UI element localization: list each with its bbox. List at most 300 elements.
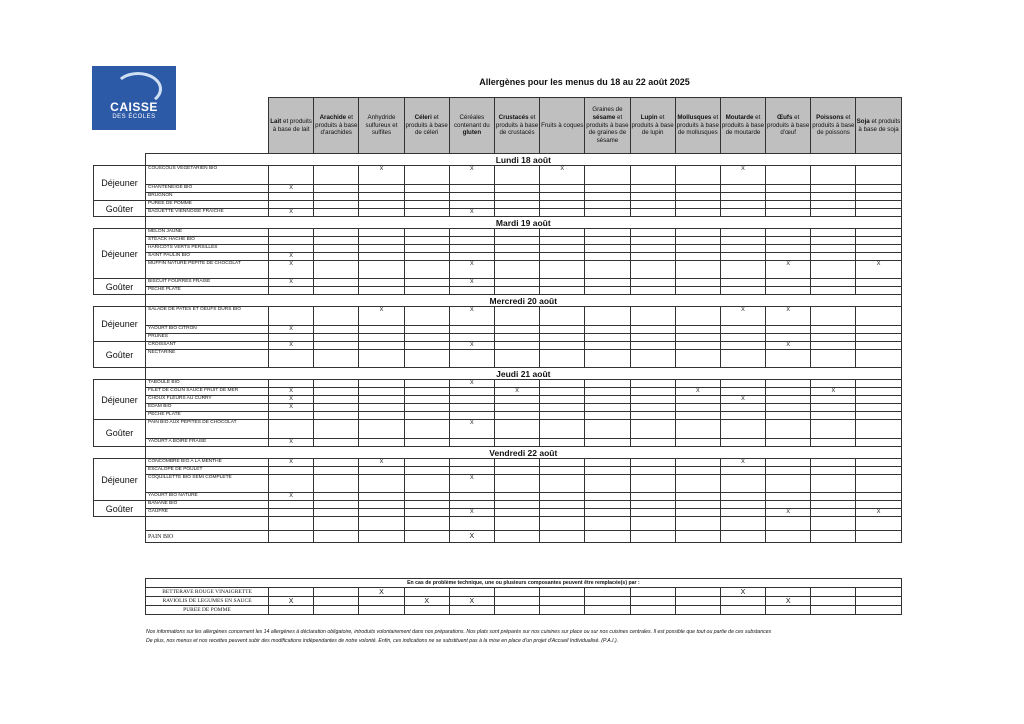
- allergen-cell: [269, 517, 314, 531]
- allergen-cell: [720, 475, 765, 493]
- allergen-cell: [585, 467, 630, 475]
- allergen-cell: [720, 412, 765, 420]
- allergen-cell: [404, 253, 449, 261]
- allergen-cell: X: [449, 307, 494, 326]
- allergen-cell: [811, 588, 856, 597]
- allergen-cell: [675, 420, 720, 439]
- allergen-cell: [856, 412, 901, 420]
- allergen-cell: [494, 237, 539, 245]
- allergen-cell: [856, 350, 901, 368]
- allergen-cell: [540, 193, 585, 201]
- allergen-cell: [811, 493, 856, 501]
- allergen-header-text: Mollusques: [677, 113, 712, 121]
- allergen-cell: [766, 279, 811, 287]
- allergen-cell: [720, 509, 765, 517]
- allergen-cell: [766, 412, 811, 420]
- allergen-cell: X: [269, 185, 314, 193]
- allergen-cell: [449, 459, 494, 467]
- dish-name: GAUFRE: [146, 509, 269, 517]
- allergen-cell: [766, 350, 811, 368]
- allergen-cell: [811, 229, 856, 237]
- replacement-title-row: [146, 579, 902, 588]
- replacement-row: [146, 597, 902, 606]
- allergen-cell: [856, 606, 901, 615]
- allergen-cell: [766, 388, 811, 396]
- allergen-cell: [314, 237, 359, 245]
- allergen-cell: [856, 201, 901, 209]
- dish-name: YAOURT A BOIRE FRAISE: [146, 439, 269, 447]
- dish-row: [94, 467, 902, 475]
- allergen-cell: [720, 597, 765, 606]
- allergen-cell: [766, 201, 811, 209]
- allergen-cell: [856, 193, 901, 201]
- allergen-cell: [359, 185, 404, 193]
- allergen-cell: [404, 334, 449, 342]
- replacement-dish: RAVIOLIS DE LEGUMES EN SAUCE: [146, 597, 269, 606]
- allergen-cell: [269, 245, 314, 253]
- allergen-cell: [494, 531, 539, 543]
- allergen-cell: [630, 396, 675, 404]
- allergen-cell: [675, 501, 720, 509]
- allergen-header-text: sésame: [592, 113, 616, 121]
- allergen-cell: X: [269, 439, 314, 447]
- dish-name: EDAM BIO: [146, 404, 269, 412]
- allergen-cell: X: [359, 459, 404, 467]
- allergen-cell: [766, 253, 811, 261]
- allergen-cell: [720, 229, 765, 237]
- allergen-cell: X: [720, 396, 765, 404]
- allergen-cell: [675, 237, 720, 245]
- allergen-header-text: et produits à base de lupin: [631, 113, 674, 137]
- allergen-cell: [540, 597, 585, 606]
- allergen-cell: [540, 459, 585, 467]
- allergen-cell: [449, 388, 494, 396]
- allergen-cell: X: [766, 261, 811, 279]
- allergen-cell: [585, 396, 630, 404]
- allergen-cell: [269, 412, 314, 420]
- allergen-cell: X: [269, 261, 314, 279]
- allergen-cell: [540, 380, 585, 388]
- dish-name: MUFFIN NATURE PEPITE DE CHOCOLAT: [146, 261, 269, 279]
- allergen-cell: [359, 412, 404, 420]
- allergen-cell: [811, 193, 856, 201]
- allergen-cell: [449, 229, 494, 237]
- dish-row: [94, 201, 902, 209]
- allergen-cell: [585, 342, 630, 350]
- allergen-cell: [856, 342, 901, 350]
- day-heading: Vendredi 22 août: [146, 447, 902, 459]
- allergen-cell: [314, 166, 359, 185]
- day-row: [94, 295, 902, 307]
- allergen-cell: [269, 420, 314, 439]
- allergen-cell: [720, 253, 765, 261]
- dish-name: COQUILLETTE BIO SEMI COMPLETE: [146, 475, 269, 493]
- allergen-header-text: Moutarde: [725, 113, 754, 121]
- replacement-dish: BETTERAVE ROUGE VINAIGRETTE: [146, 588, 269, 597]
- allergen-cell: X: [811, 388, 856, 396]
- allergen-cell: [811, 350, 856, 368]
- allergen-cell: X: [720, 166, 765, 185]
- allergen-cell: X: [766, 597, 811, 606]
- allergen-cell: [675, 404, 720, 412]
- allergen-cell: [404, 193, 449, 201]
- allergen-cell: [269, 501, 314, 509]
- allergen-cell: [585, 166, 630, 185]
- allergen-cell: [269, 334, 314, 342]
- allergen-cell: [811, 396, 856, 404]
- dish-name: MELON JAUNE: [146, 229, 269, 237]
- dish-name: FILET DE COLIN SAUCE FRUIT DE MER: [146, 388, 269, 396]
- allergen-cell: [359, 420, 404, 439]
- allergen-cell: [856, 517, 901, 531]
- allergen-cell: [494, 396, 539, 404]
- allergen-cell: [404, 245, 449, 253]
- allergen-cell: [585, 261, 630, 279]
- allergen-header-text: et produits à base de mollusques: [676, 113, 719, 137]
- allergen-cell: [359, 342, 404, 350]
- dish-row: [94, 237, 902, 245]
- allergen-cell: [630, 166, 675, 185]
- allergen-cell: [404, 185, 449, 193]
- allergen-cell: [675, 334, 720, 342]
- allergen-cell: [269, 287, 314, 295]
- dish-row: [94, 185, 902, 193]
- allergen-cell: [585, 229, 630, 237]
- allergen-cell: [856, 420, 901, 439]
- dish-name: BISCUIT FOURRES FRAISE: [146, 279, 269, 287]
- allergen-cell: [856, 326, 901, 334]
- allergen-cell: [675, 597, 720, 606]
- allergen-cell: [585, 475, 630, 493]
- allergen-cell: [314, 326, 359, 334]
- dish-name: PAIN BIO AUX PEPITES DE CHOCOLAT: [146, 420, 269, 439]
- allergen-cell: [540, 493, 585, 501]
- allergen-cell: [404, 342, 449, 350]
- allergen-cell: [540, 388, 585, 396]
- allergen-cell: [766, 501, 811, 509]
- dish-name: PUREE DE POMME: [146, 201, 269, 209]
- logo-line-1: CAISSE: [110, 100, 158, 114]
- allergen-cell: [494, 342, 539, 350]
- allergen-cell: [585, 279, 630, 287]
- dish-row: [94, 342, 902, 350]
- allergen-cell: [675, 606, 720, 615]
- allergen-cell: [540, 412, 585, 420]
- dish-row: [94, 287, 902, 295]
- allergen-cell: [766, 229, 811, 237]
- meal-label: Goûter: [94, 279, 146, 295]
- allergen-cell: X: [540, 166, 585, 185]
- allergen-cell: [404, 606, 449, 615]
- allergen-cell: [449, 193, 494, 201]
- allergen-cell: [494, 420, 539, 439]
- allergen-cell: [675, 588, 720, 597]
- allergen-cell: [720, 245, 765, 253]
- allergen-cell: [630, 501, 675, 509]
- allergen-cell: [630, 475, 675, 493]
- document-title: Allergènes pour les menus du 18 au 22 août 2025: [479, 77, 690, 87]
- allergen-cell: [720, 501, 765, 509]
- allergen-cell: [675, 439, 720, 447]
- allergen-cell: [540, 307, 585, 326]
- allergen-cell: X: [449, 342, 494, 350]
- allergen-cell: X: [269, 404, 314, 412]
- allergen-cell: [630, 517, 675, 531]
- meal-label: Goûter: [94, 420, 146, 447]
- allergen-cell: [540, 501, 585, 509]
- allergen-cell: [675, 229, 720, 237]
- allergen-header: [630, 98, 675, 154]
- allergen-cell: [314, 501, 359, 509]
- meal-label: Déjeuner: [94, 459, 146, 501]
- allergen-cell: [314, 420, 359, 439]
- allergen-cell: X: [856, 261, 901, 279]
- dish-row: [94, 334, 902, 342]
- allergen-cell: [314, 531, 359, 543]
- allergen-header: [766, 98, 811, 154]
- allergen-cell: [811, 326, 856, 334]
- allergen-cell: [449, 253, 494, 261]
- dish-row: [94, 261, 902, 279]
- allergen-cell: X: [449, 509, 494, 517]
- allergen-cell: [314, 253, 359, 261]
- allergen-cell: [404, 412, 449, 420]
- allergen-cell: [540, 342, 585, 350]
- allergen-cell: [314, 467, 359, 475]
- allergen-cell: [856, 493, 901, 501]
- allergen-cell: [766, 439, 811, 447]
- allergen-cell: [720, 326, 765, 334]
- allergen-cell: [585, 388, 630, 396]
- allergen-cell: [449, 493, 494, 501]
- allergen-cell: [766, 326, 811, 334]
- allergen-cell: X: [404, 597, 449, 606]
- allergen-cell: X: [449, 475, 494, 493]
- dish-name: CONCOMBRE BIO A LA MENTHE: [146, 459, 269, 467]
- spacer-cell: [94, 531, 146, 543]
- allergen-cell: [540, 209, 585, 217]
- allergen-cell: [540, 606, 585, 615]
- allergen-cell: [404, 588, 449, 597]
- allergen-cell: [494, 193, 539, 201]
- allergen-cell: X: [359, 588, 404, 597]
- day-heading: Mercredi 20 août: [146, 295, 902, 307]
- allergen-cell: [540, 201, 585, 209]
- allergen-header-text: Fruits à coques: [541, 121, 584, 129]
- allergen-cell: [359, 237, 404, 245]
- allergen-cell: [585, 412, 630, 420]
- allergen-cell: X: [720, 307, 765, 326]
- allergen-cell: [314, 459, 359, 467]
- allergen-cell: [404, 509, 449, 517]
- dish-row: [94, 166, 902, 185]
- allergen-cell: [766, 475, 811, 493]
- allergen-cell: X: [766, 307, 811, 326]
- allergen-cell: [359, 501, 404, 509]
- allergen-cell: [314, 229, 359, 237]
- allergen-cell: [630, 404, 675, 412]
- allergen-cell: [811, 509, 856, 517]
- allergen-cell: [540, 420, 585, 439]
- allergen-cell: [269, 201, 314, 209]
- allergen-cell: X: [269, 459, 314, 467]
- allergen-cell: [811, 517, 856, 531]
- dish-name: TABOULE BIO: [146, 380, 269, 388]
- allergen-cell: [585, 420, 630, 439]
- allergen-header-text: Graines de: [592, 106, 623, 113]
- allergen-cell: [675, 326, 720, 334]
- replacement-title: En cas de problème technique, une ou plusieurs composantes peuvent être remplacée(s) par :: [146, 579, 902, 588]
- meal-label: Déjeuner: [94, 380, 146, 420]
- allergen-cell: [766, 531, 811, 543]
- allergen-cell: [540, 350, 585, 368]
- allergen-cell: [720, 201, 765, 209]
- allergen-cell: [494, 475, 539, 493]
- allergen-cell: [720, 380, 765, 388]
- allergen-cell: [540, 467, 585, 475]
- footnote-1: Nos informations sur les allergènes concernent les 14 allergènes à déclaration obligatoire, introduits volontairement dans nos préparations. Nos plats sont préparés sur nos cuisines sur place ou sur nos cuisines centrales. Il est possible que tout ou partie de ces substances: [146, 629, 772, 635]
- allergen-cell: [630, 326, 675, 334]
- allergen-cell: [314, 185, 359, 193]
- allergen-cell: [314, 396, 359, 404]
- allergen-cell: X: [449, 420, 494, 439]
- allergen-cell: [449, 287, 494, 295]
- allergen-cell: [675, 350, 720, 368]
- dish-name: CROISSANT: [146, 342, 269, 350]
- meal-label: Goûter: [94, 501, 146, 517]
- allergen-cell: [630, 185, 675, 193]
- allergen-cell: [269, 475, 314, 493]
- allergen-cell: [630, 350, 675, 368]
- allergen-cell: [630, 531, 675, 543]
- allergen-header-text: et produits à base d'arachides: [315, 113, 358, 137]
- allergen-cell: [720, 279, 765, 287]
- allergen-cell: [766, 237, 811, 245]
- allergen-cell: [359, 334, 404, 342]
- allergen-cell: [856, 209, 901, 217]
- allergen-cell: [585, 597, 630, 606]
- allergen-cell: [494, 287, 539, 295]
- allergen-cell: [856, 279, 901, 287]
- allergen-cell: [494, 209, 539, 217]
- allergen-cell: [811, 467, 856, 475]
- day-spacer: [94, 368, 146, 380]
- pain-row: [94, 531, 902, 543]
- allergen-cell: [856, 404, 901, 412]
- dish-name: PECHE PLATE: [146, 412, 269, 420]
- allergen-cell: [269, 166, 314, 185]
- allergen-cell: [404, 209, 449, 217]
- allergen-cell: [720, 261, 765, 279]
- allergen-cell: [585, 193, 630, 201]
- allergen-cell: [720, 531, 765, 543]
- allergen-header-text: Lupin: [640, 113, 658, 121]
- allergen-cell: [856, 229, 901, 237]
- allergen-cell: [675, 185, 720, 193]
- allergen-cell: [494, 229, 539, 237]
- allergen-header-text: et produits à base de soja: [858, 117, 901, 133]
- allergen-cell: [585, 201, 630, 209]
- allergen-cell: [675, 166, 720, 185]
- dish-row: [94, 459, 902, 467]
- allergen-cell: [314, 380, 359, 388]
- allergen-header: [449, 98, 494, 154]
- allergen-cell: X: [675, 388, 720, 396]
- allergen-cell: [494, 279, 539, 287]
- allergen-cell: [449, 334, 494, 342]
- allergen-cell: [449, 185, 494, 193]
- allergen-cell: [630, 334, 675, 342]
- allergen-cell: [269, 380, 314, 388]
- allergen-cell: [585, 326, 630, 334]
- allergen-cell: [494, 597, 539, 606]
- allergen-cell: [540, 253, 585, 261]
- allergen-cell: X: [766, 342, 811, 350]
- dish-name: NECTARINE: [146, 350, 269, 368]
- allergen-cell: [585, 350, 630, 368]
- allergen-cell: [766, 209, 811, 217]
- allergen-cell: [675, 193, 720, 201]
- allergen-cell: [675, 396, 720, 404]
- allergen-cell: [314, 493, 359, 501]
- allergen-cell: [856, 380, 901, 388]
- allergen-cell: [675, 412, 720, 420]
- allergen-cell: [404, 420, 449, 439]
- dish-row: [94, 279, 902, 287]
- allergen-cell: [585, 209, 630, 217]
- allergen-cell: [404, 279, 449, 287]
- allergen-cell: [811, 245, 856, 253]
- allergen-header: [720, 98, 765, 154]
- allergen-cell: [540, 185, 585, 193]
- allergen-cell: [585, 237, 630, 245]
- allergen-cell: [540, 475, 585, 493]
- allergen-cell: [359, 509, 404, 517]
- allergen-cell: [449, 396, 494, 404]
- allergen-header-text: et produits à base de moutarde: [721, 113, 765, 137]
- dish-row: [94, 388, 902, 396]
- allergen-cell: [856, 396, 901, 404]
- dish-row: [94, 350, 902, 368]
- allergen-cell: [720, 350, 765, 368]
- allergen-cell: [269, 193, 314, 201]
- allergen-cell: [856, 597, 901, 606]
- allergen-cell: [766, 420, 811, 439]
- allergen-cell: [494, 185, 539, 193]
- allergen-cell: [494, 253, 539, 261]
- allergen-header: [404, 98, 449, 154]
- dish-row: [94, 326, 902, 334]
- allergen-cell: [630, 261, 675, 279]
- dish-name: COUSCOUS VEGETARIEN BIO: [146, 166, 269, 185]
- allergen-cell: X: [449, 531, 494, 543]
- dish-name: PRUNES: [146, 334, 269, 342]
- allergen-cell: [630, 606, 675, 615]
- allergen-cell: [404, 404, 449, 412]
- replacement-dish: PUREE DE POMME: [146, 606, 269, 615]
- allergen-cell: [675, 380, 720, 388]
- allergen-cell: [585, 509, 630, 517]
- allergen-cell: [675, 279, 720, 287]
- allergen-cell: [585, 185, 630, 193]
- allergen-cell: [585, 287, 630, 295]
- day-spacer: [94, 217, 146, 229]
- allergen-cell: [766, 166, 811, 185]
- dish-name: BANANE BIO: [146, 501, 269, 509]
- allergen-cell: [449, 501, 494, 509]
- allergen-cell: [404, 388, 449, 396]
- allergen-cell: [811, 459, 856, 467]
